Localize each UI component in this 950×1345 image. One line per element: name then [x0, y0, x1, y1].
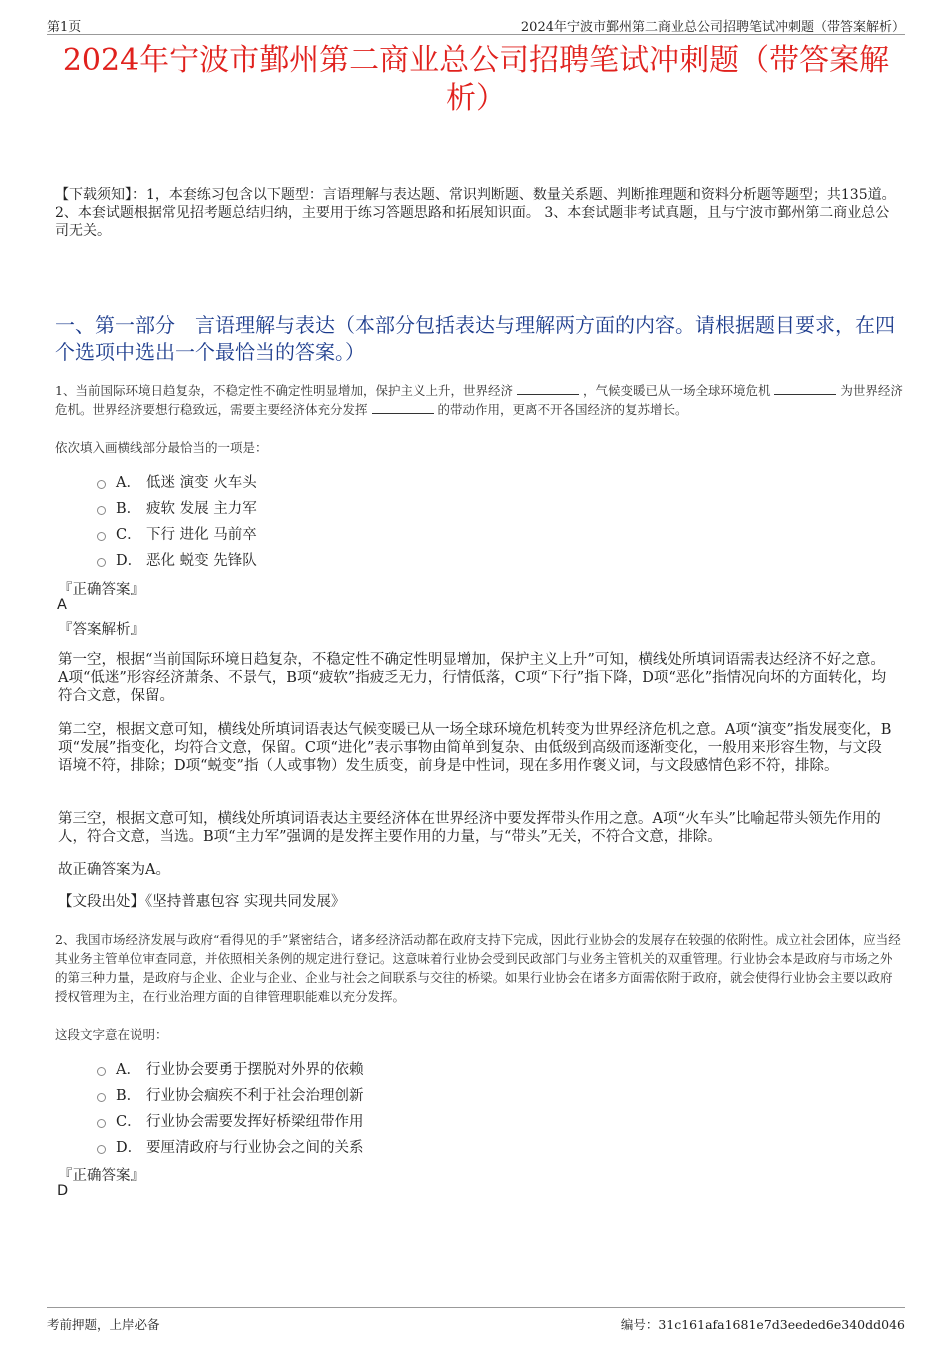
option-text: 疲软 发展 主力军	[146, 500, 257, 517]
option-text: 行业协会需要发挥好桥梁纽带作用	[146, 1113, 364, 1130]
question-1-prompt: 依次填入画横线部分最恰当的一项是：	[55, 440, 268, 455]
option-b[interactable]	[97, 494, 257, 520]
option-letter: A．	[116, 1061, 141, 1078]
radio-button[interactable]	[97, 558, 106, 567]
radio-button[interactable]	[97, 532, 106, 541]
option-b[interactable]	[97, 1081, 364, 1107]
option-text: 行业协会要勇于摆脱对外界的依赖	[146, 1061, 364, 1078]
option-text: 低迷 演变 火车头	[146, 474, 257, 491]
option-letter: C．	[116, 1113, 142, 1130]
answer-label: 『正确答案』	[58, 1168, 145, 1184]
footer-serial: 编号：31c161afa1681e7d3eeded6e340dd046	[620, 1317, 905, 1332]
answer-value: A	[57, 597, 67, 613]
radio-button[interactable]	[97, 1145, 106, 1154]
option-text: 要厘清政府与行业协会之间的关系	[146, 1139, 364, 1156]
header-doc-title: 2024年宁波市鄞州第二商业总公司招聘笔试冲刺题（带答案解析）	[520, 20, 905, 35]
question-1-text-part: 1、当前国际环境日趋复杂，不稳定性不确定性明显增加，保护主义上升，世界经济	[55, 383, 513, 398]
analysis-label: 『答案解析』	[58, 622, 145, 638]
analysis-conclusion: 故正确答案为A。	[58, 862, 170, 878]
analysis-paragraph: 第三空，根据文意可知，横线处所填词语表达主要经济体在世界经济中要发挥带头作用之意。A项“火车头”比喻起带头领先作用的人，符合文意，当选。B项“主力军”强调的是发挥主要作用的力量，与“带头”无关，不符合文意，排除。	[58, 811, 881, 845]
radio-button[interactable]	[97, 1093, 106, 1102]
question-2-options	[97, 1055, 364, 1159]
analysis-paragraph: 第一空，根据“当前国际环境日趋复杂，不稳定性不确定性明显增加，保护主义上升”可知，横线处所填词语需表达经济不好之意。A项“低迷”形容经济萧条、不景气，B项“疲软”指疲乏无力，行情低落，C项“下行”指下降，D项“恶化”指情况向坏的方面转化，均符合文意，保留。	[58, 652, 887, 704]
answer-label: 『正确答案』	[58, 582, 145, 598]
option-letter: B．	[116, 1087, 142, 1104]
option-a[interactable]	[97, 468, 257, 494]
radio-button[interactable]	[97, 480, 106, 489]
section-title: 一、第一部分 言语理解与表达（本部分包括表达与理解两方面的内容。请根据题目要求，在四个选项中选出一个最恰当的答案。）	[55, 313, 895, 364]
page-footer	[47, 1307, 905, 1336]
question-1-text-part: ，气候变暖已从一场全球环境危机	[582, 383, 771, 398]
option-d[interactable]	[97, 546, 257, 572]
answer-value: D	[57, 1183, 69, 1199]
option-letter: C．	[116, 526, 142, 543]
option-c[interactable]	[97, 1107, 364, 1133]
fill-blank	[372, 401, 434, 414]
question-2-text: 2、我国市场经济发展与政府“看得见的手”紧密结合，诸多经济活动都在政府支持下完成，因此行业协会的发展存在较强的依附性。成立社会团体，应当经其业务主管单位审查同意，并依照相关条例的规定进行登记。这意味着行业协会受到民政部门与业务主管机关的双重管理。行业协会本是政府与市场之外的第三种力量，是政府与企业、企业与企业、企业与社会之间联系与交往的桥梁。如果行业协会在诸多方面需依附于政府，就会使得行业协会主要以政府授权管理为主，在行业治理方面的自律管理职能难以充分发挥。	[55, 932, 901, 1004]
option-letter: A．	[116, 474, 141, 491]
question-1-text	[55, 381, 903, 419]
option-d[interactable]	[97, 1133, 364, 1159]
page-header	[47, 12, 905, 35]
option-letter: D．	[116, 1139, 143, 1156]
question-1-options	[97, 468, 257, 572]
document-title: 2024年宁波市鄞州第二商业总公司招聘笔试冲刺题（带答案解析）	[62, 43, 890, 116]
footer-slogan: 考前押题，上岸必备	[47, 1317, 160, 1332]
question-1-text-part: 为世界经济危机。世界经济要想行稳致远，需要主要经济体充分发挥	[55, 383, 903, 417]
option-letter: D．	[116, 552, 143, 569]
option-text: 下行 进化 马前卒	[146, 526, 257, 543]
question-1-text-part: 的带动作用，更离不开各国经济的复苏增长。	[437, 402, 688, 417]
option-text: 行业协会痼疾不利于社会治理创新	[146, 1087, 364, 1104]
radio-button[interactable]	[97, 1119, 106, 1128]
fill-blank	[517, 382, 579, 395]
radio-button[interactable]	[97, 506, 106, 515]
page-number: 第1页	[47, 20, 82, 35]
option-a[interactable]	[97, 1055, 364, 1081]
question-2-prompt: 这段文字意在说明：	[55, 1027, 168, 1042]
option-text: 恶化 蜕变 先锋队	[146, 552, 257, 569]
option-c[interactable]	[97, 520, 257, 546]
analysis-paragraph: 第二空，根据文意可知，横线处所填词语表达气候变暖已从一场全球环境危机转变为世界经济危机之意。A项“演变”指发展变化，B项“发展”指变化，均符合文意，保留。C项“进化”表示事物由简单到复杂、由低级到高级而逐渐变化，一般用来形容生物，与文段语境不符，排除；D项“蜕变”指（人或事物）发生质变，前身是中性词，现在多用作褒义词，与文段感情色彩不符，排除。	[58, 722, 892, 774]
source-citation: 【文段出处】《坚持普惠包容 实现共同发展》	[58, 894, 346, 910]
radio-button[interactable]	[97, 1067, 106, 1076]
fill-blank	[774, 382, 836, 395]
download-notice: 【下载须知】：1，本套练习包含以下题型：言语理解与表达题、常识判断题、数量关系题、判断推理题和资料分析题等题型；共135道。 2、本套试题根据常见招考题总结归纳，主要用于练习答题思路和拓展知识面。 3、本套试题非考试真题，且与宁波市鄞州第二商业总公司无关。	[55, 187, 896, 239]
option-letter: B．	[116, 500, 142, 517]
